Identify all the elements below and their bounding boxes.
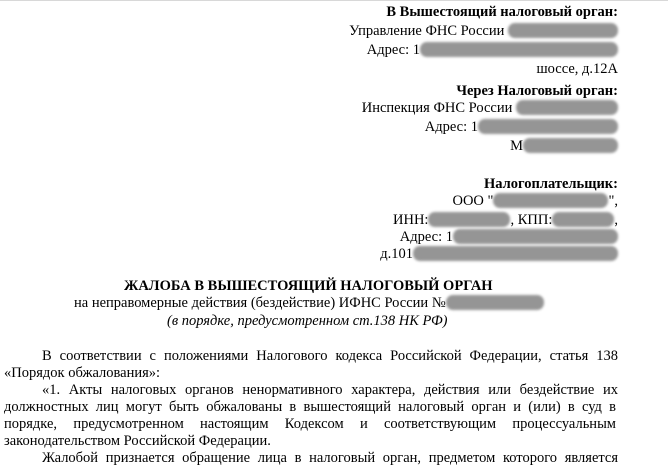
redacted-block bbox=[493, 193, 608, 208]
paragraph-2-line-3: порядке, предусмотренном настоящим Кодексом и соответствующим процессуальным bbox=[4, 416, 616, 432]
superior-address-text: Адрес: 1 bbox=[366, 42, 420, 58]
paragraph-3-line-1: Жалобой признается обращение лица в налоговый орган, предметом которого является bbox=[42, 450, 618, 466]
redacted-block bbox=[428, 212, 510, 227]
taxpayer-ids-suffix: , bbox=[614, 212, 618, 228]
via-address-text: Адрес: 1 bbox=[424, 119, 478, 135]
taxpayer-org-prefix: ООО " bbox=[452, 193, 494, 209]
redacted-block bbox=[508, 23, 618, 38]
taxpayer-kpp-label: , КПП: bbox=[510, 212, 553, 228]
taxpayer-org-suffix: ", bbox=[608, 193, 618, 209]
via-address-line2 bbox=[510, 138, 618, 155]
redacted-block bbox=[516, 100, 618, 115]
paragraph-2-line-1: «1. Акты налоговых органов ненормативного характера, действия или бездействие их bbox=[42, 382, 618, 398]
taxpayer-address-line2 bbox=[380, 246, 618, 263]
taxpayer-inn-label: ИНН: bbox=[393, 212, 429, 228]
superior-address-line2 bbox=[537, 61, 619, 78]
redacted-block bbox=[552, 212, 614, 227]
document-title: ЖАЛОБА В ВЫШЕСТОЯЩИЙ НАЛОГОВЫЙ ОРГАН bbox=[124, 278, 493, 294]
paragraph-2-line-4: законодательством Российской Федерации. bbox=[4, 433, 271, 449]
via-name bbox=[362, 100, 618, 117]
superior-address-tail: шоссе, д.12А bbox=[536, 61, 618, 77]
superior-name-text: Управление ФНС России bbox=[349, 23, 505, 39]
taxpayer-address-text: Адрес: 1 bbox=[399, 229, 453, 245]
document-subtitle bbox=[74, 295, 544, 312]
redacted-block bbox=[523, 138, 618, 153]
via-address-line2-text: М bbox=[510, 138, 523, 154]
superior-address bbox=[367, 42, 618, 59]
taxpayer-ids bbox=[393, 212, 618, 229]
document-note: (в порядке, предусмотренном ст.138 НК РФ) bbox=[167, 313, 448, 329]
paragraph-1-line-2: «Порядок обжалования»: bbox=[4, 365, 161, 381]
taxpayer-org bbox=[452, 193, 618, 210]
taxpayer-heading: Налогоплательщик: bbox=[483, 176, 618, 192]
via-address bbox=[425, 119, 618, 136]
paragraph-1-line-1: В соответствии с положениями Налогового кодекса Российской Федерации, статья 138 bbox=[42, 348, 618, 364]
superior-name bbox=[349, 23, 618, 40]
redacted-block bbox=[446, 295, 544, 310]
via-name-text: Инспекция ФНС России bbox=[361, 100, 513, 116]
document-subtitle-text: на неправомерные действия (бездействие) ИФНС России № bbox=[74, 295, 446, 311]
redacted-block bbox=[478, 119, 618, 134]
via-heading: Через Налоговый орган: bbox=[456, 83, 618, 99]
redacted-block bbox=[453, 229, 618, 244]
superior-heading: В Вышестоящий налоговый орган: bbox=[386, 4, 618, 20]
page-border bbox=[0, 0, 668, 1]
taxpayer-address bbox=[400, 229, 618, 246]
redacted-block bbox=[420, 42, 618, 57]
taxpayer-address-line2-text: д.101 bbox=[380, 246, 413, 262]
paragraph-2-line-2: должностных лиц могут быть обжалованы в вышестоящий налоговый орган и (или) в суд в bbox=[4, 399, 616, 415]
redacted-block bbox=[413, 246, 618, 261]
